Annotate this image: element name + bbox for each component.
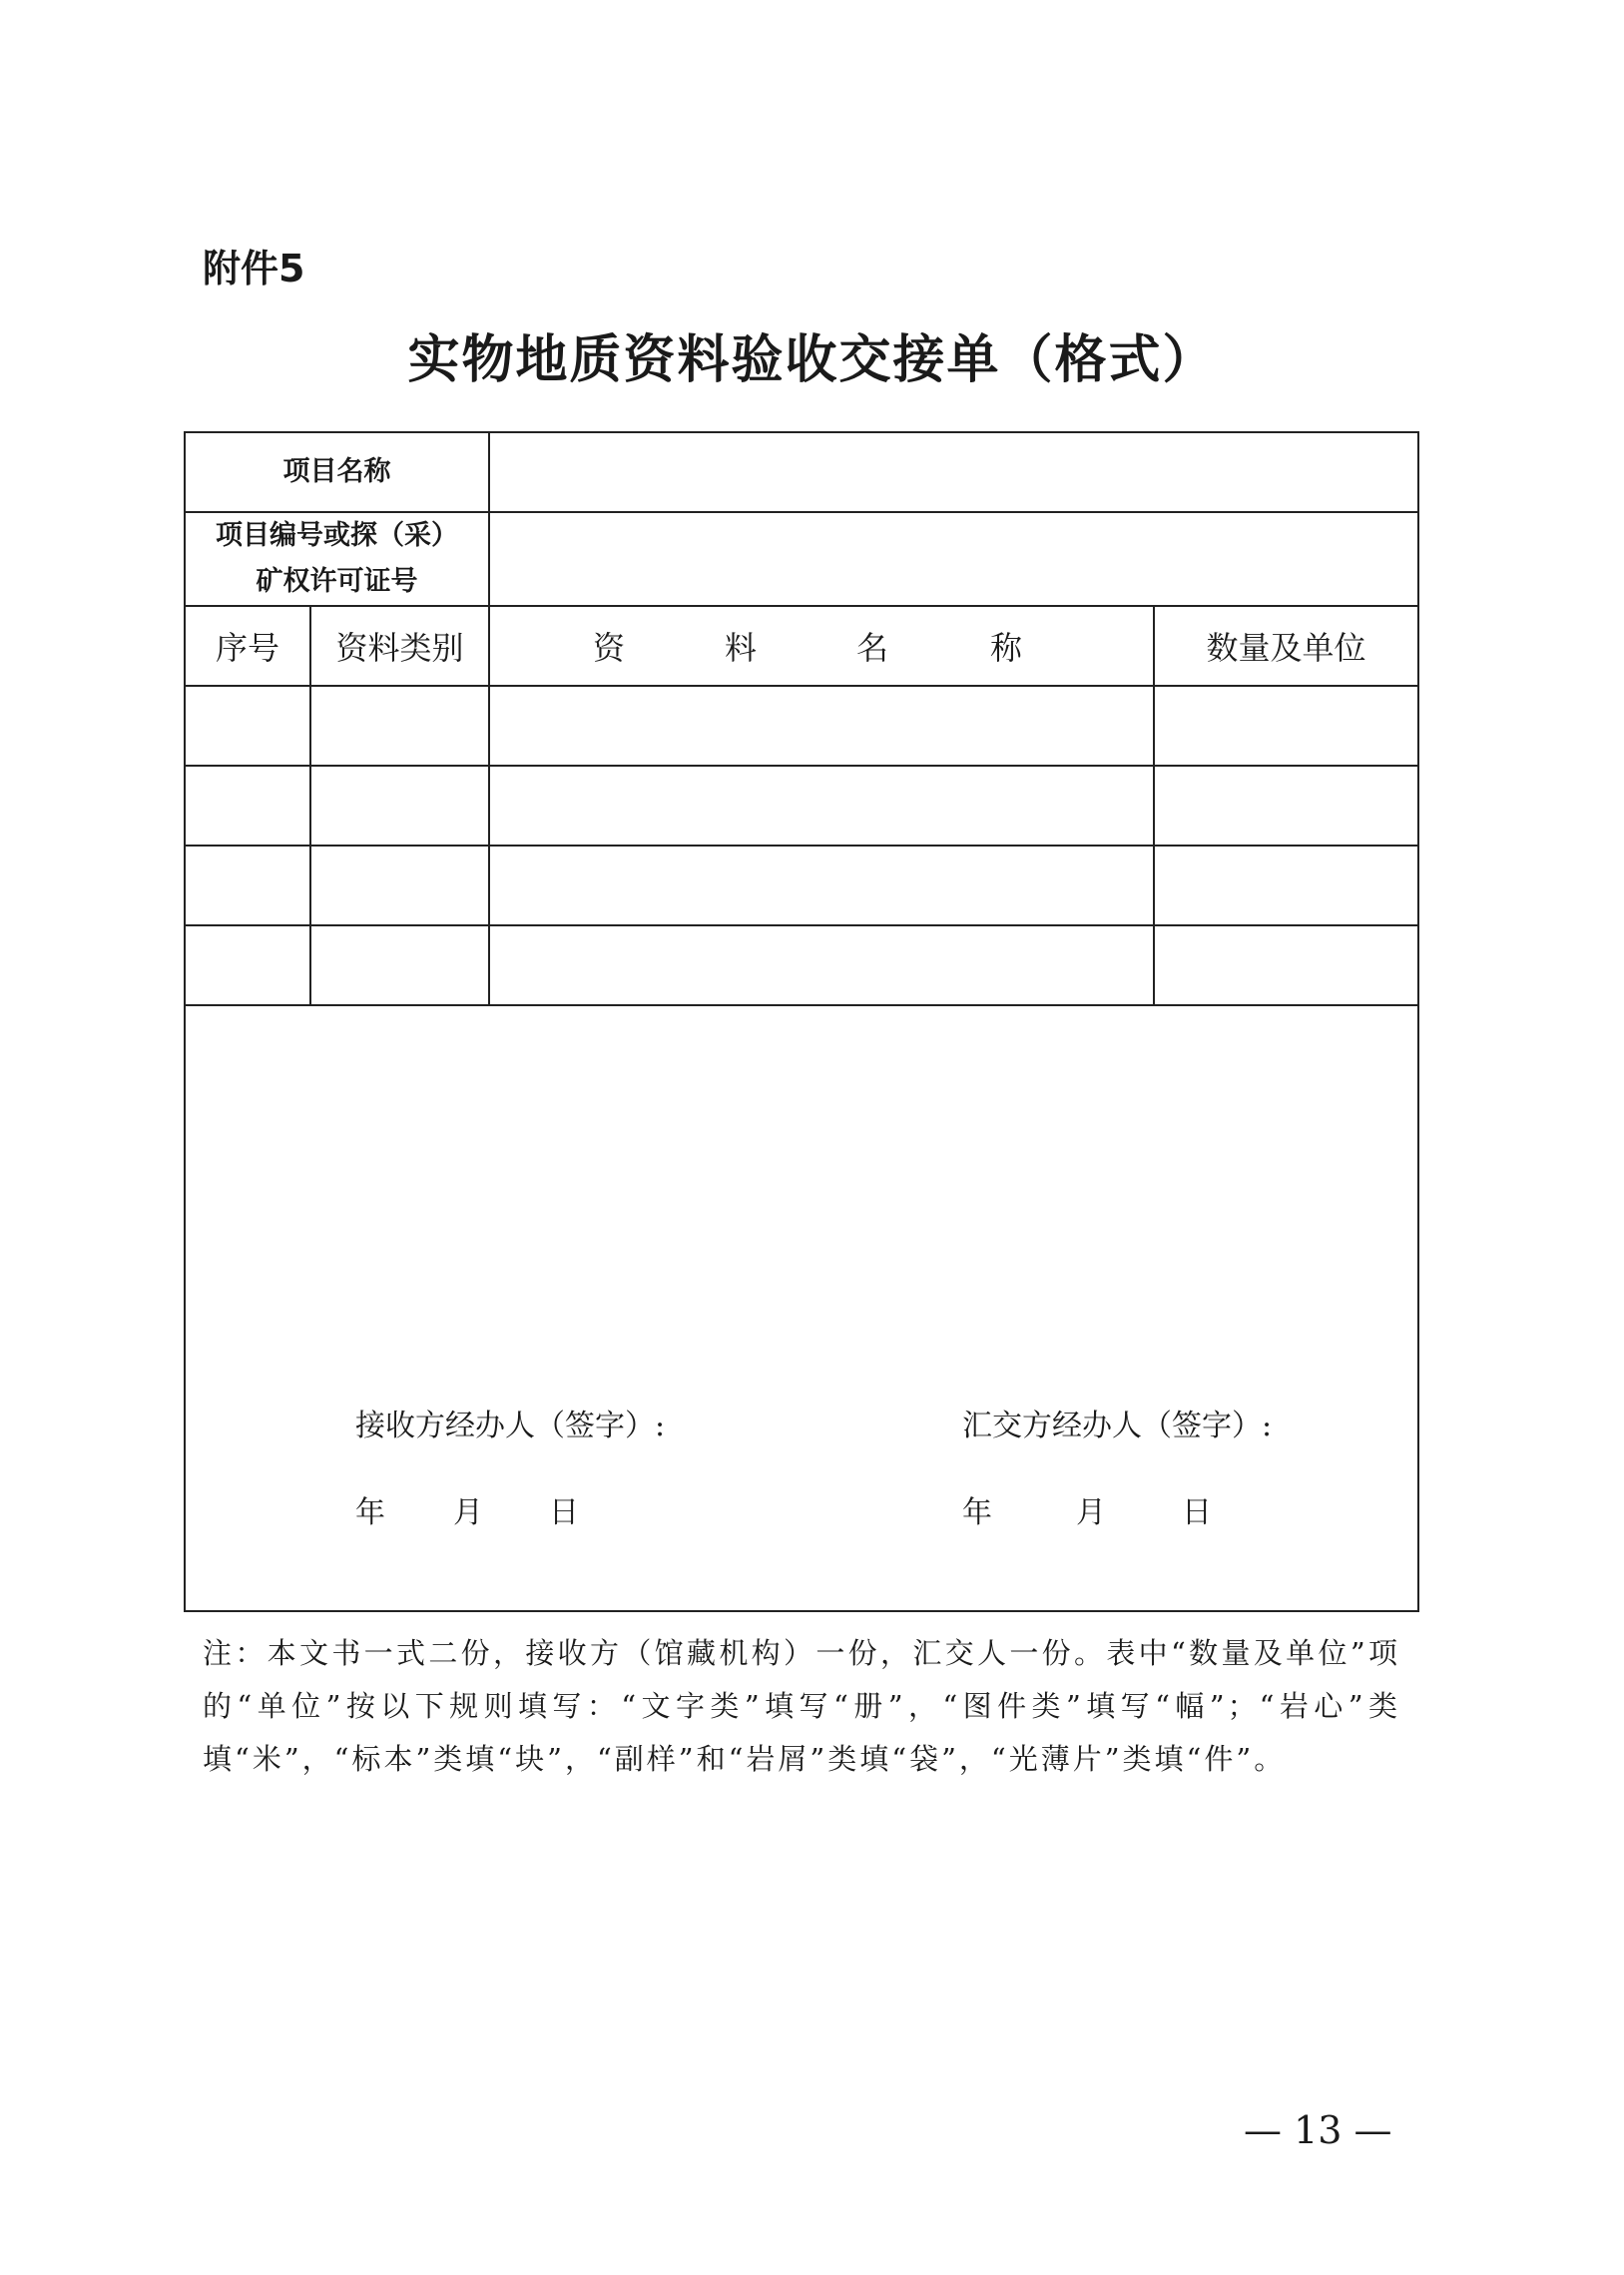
seq-cell[interactable] xyxy=(185,846,310,925)
quantity-cell[interactable] xyxy=(1154,686,1418,766)
name-cell[interactable] xyxy=(489,686,1154,766)
table-row xyxy=(185,686,1418,766)
year-label: 年 xyxy=(962,1495,992,1530)
project-number-field[interactable] xyxy=(489,512,1418,606)
project-number-label xyxy=(185,512,489,606)
attachment-label: 附件5 xyxy=(203,247,305,290)
name-cell[interactable] xyxy=(489,846,1154,925)
seq-cell[interactable] xyxy=(185,766,310,846)
seq-cell[interactable] xyxy=(185,686,310,766)
table-row xyxy=(185,846,1418,925)
column-header-name xyxy=(489,606,1154,686)
seq-cell[interactable] xyxy=(185,925,310,1005)
table-row xyxy=(185,925,1418,1005)
day-label: 日 xyxy=(1182,1495,1212,1530)
column-header-name-char: 料 xyxy=(725,629,758,667)
category-cell[interactable] xyxy=(310,686,489,766)
receiver-sign-label: 接收方经办人（签字）: xyxy=(355,1409,666,1443)
project-number-label-line2: 矿权许可证号 xyxy=(256,566,418,597)
column-header-name-char: 称 xyxy=(990,629,1023,667)
column-header-seq: 序号 xyxy=(185,606,310,686)
column-header-quantity: 数量及单位 xyxy=(1154,606,1418,686)
category-cell[interactable] xyxy=(310,766,489,846)
footnote: 注：本文书一式二份，接收方（馆藏机构）一份，汇交人一份。表中“数量及单位”项的“单位”按以下规则填写：“文字类”填写“册”，“图件类”填写“幅”；“岩心”类填“米”，“标本”类填“块”，“副样”和“岩屑”类填“袋”，“光薄片”类填“件”。 xyxy=(203,1636,1400,1776)
name-cell[interactable] xyxy=(489,766,1154,846)
project-number-label-line1: 项目编号或探（采） xyxy=(216,520,458,551)
project-name-label: 项目名称 xyxy=(185,432,489,512)
column-header-category: 资料类别 xyxy=(310,606,489,686)
quantity-cell[interactable] xyxy=(1154,846,1418,925)
project-name-field[interactable] xyxy=(489,432,1418,512)
name-cell[interactable] xyxy=(489,925,1154,1005)
category-cell[interactable] xyxy=(310,925,489,1005)
quantity-cell[interactable] xyxy=(1154,766,1418,846)
year-label: 年 xyxy=(355,1495,385,1530)
signature-section xyxy=(185,1005,1418,1611)
quantity-cell[interactable] xyxy=(1154,925,1418,1005)
submitter-sign-label: 汇交方经办人（签字）: xyxy=(962,1409,1273,1443)
table-row xyxy=(185,766,1418,846)
month-label: 月 xyxy=(453,1495,483,1530)
column-header-name-char: 名 xyxy=(856,629,889,667)
month-label: 月 xyxy=(1076,1495,1106,1530)
day-label: 日 xyxy=(549,1495,579,1530)
handover-form-table xyxy=(184,431,1419,1612)
column-header-name-char: 资 xyxy=(593,629,626,667)
document-title: 实物地质资料验收交接单（格式） xyxy=(407,330,1217,390)
category-cell[interactable] xyxy=(310,846,489,925)
page-number: — 13 — xyxy=(1244,2108,1392,2152)
